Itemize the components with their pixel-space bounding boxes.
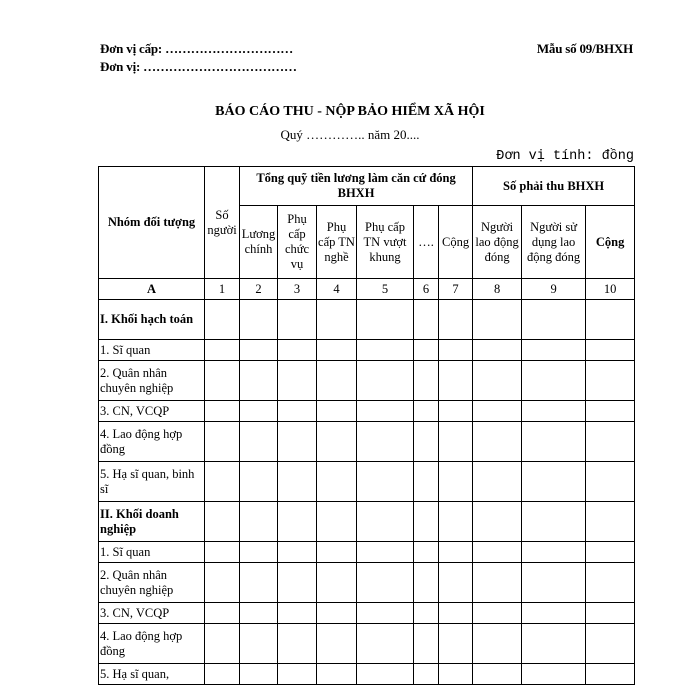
empty-cell[interactable] <box>439 563 473 603</box>
col-employee-header: Người lao động đóng <box>473 206 522 279</box>
empty-cell[interactable] <box>586 542 635 563</box>
empty-cell[interactable] <box>317 603 357 624</box>
empty-cell[interactable] <box>586 361 635 401</box>
empty-cell[interactable] <box>357 603 414 624</box>
row-label: 4. Lao động hợp đồng <box>99 422 205 462</box>
table-row <box>99 361 635 401</box>
empty-cell[interactable] <box>205 603 240 624</box>
empty-cell[interactable] <box>522 624 586 664</box>
empty-cell[interactable] <box>278 603 317 624</box>
empty-cell[interactable] <box>240 542 278 563</box>
row-label: 2. Quân nhân chuyên nghiệp <box>99 361 205 401</box>
empty-cell[interactable] <box>439 624 473 664</box>
empty-cell[interactable] <box>278 563 317 603</box>
empty-cell[interactable] <box>586 664 635 685</box>
empty-cell[interactable] <box>522 361 586 401</box>
empty-cell[interactable] <box>414 603 439 624</box>
empty-cell[interactable] <box>522 542 586 563</box>
empty-cell[interactable] <box>586 401 635 422</box>
empty-cell[interactable] <box>240 664 278 685</box>
empty-cell[interactable] <box>278 340 317 361</box>
column-letter: 9 <box>522 279 586 300</box>
empty-cell[interactable] <box>586 462 635 502</box>
table-row <box>99 462 635 502</box>
empty-cell[interactable] <box>473 624 522 664</box>
empty-cell[interactable] <box>357 361 414 401</box>
empty-cell[interactable] <box>317 563 357 603</box>
col-total-header: Cộng <box>439 206 473 279</box>
empty-cell[interactable] <box>278 422 317 462</box>
table-row <box>99 624 635 664</box>
empty-cell[interactable] <box>317 542 357 563</box>
empty-cell[interactable] <box>414 340 439 361</box>
empty-cell[interactable] <box>522 300 586 340</box>
column-letter: 2 <box>240 279 278 300</box>
col-wage-fund-header: Tổng quỹ tiền lương làm căn cứ đóng BHXH <box>240 167 473 206</box>
column-letter: 6 <box>414 279 439 300</box>
column-letter: 5 <box>357 279 414 300</box>
row-label: I. Khối hạch toán <box>99 300 205 340</box>
empty-cell[interactable] <box>414 664 439 685</box>
col-position-allowance-header: Phụ cấp chức vụ <box>278 206 317 279</box>
empty-cell[interactable] <box>357 300 414 340</box>
row-label: 1. Sĩ quan <box>99 340 205 361</box>
empty-cell[interactable] <box>414 563 439 603</box>
issuer-label: Đơn vị cấp: ………………………… <box>100 41 294 56</box>
empty-cell[interactable] <box>522 422 586 462</box>
empty-cell[interactable] <box>473 542 522 563</box>
empty-cell[interactable] <box>317 664 357 685</box>
col-receivable-header: Số phải thu BHXH <box>473 167 635 206</box>
empty-cell[interactable] <box>205 361 240 401</box>
empty-cell[interactable] <box>317 502 357 542</box>
empty-cell[interactable] <box>414 422 439 462</box>
empty-cell[interactable] <box>522 603 586 624</box>
report-title: BÁO CÁO THU - NỘP BẢO HIỂM XÃ HỘI <box>215 104 485 119</box>
column-letter: 1 <box>205 279 240 300</box>
empty-cell[interactable] <box>240 401 278 422</box>
empty-cell[interactable] <box>522 340 586 361</box>
col-excess-allowance-header: Phụ cấp TN vượt khung <box>357 206 414 279</box>
empty-cell[interactable] <box>357 502 414 542</box>
empty-cell[interactable] <box>357 340 414 361</box>
empty-cell[interactable] <box>278 361 317 401</box>
col-total2-header: Cộng <box>586 206 635 279</box>
empty-cell[interactable] <box>439 340 473 361</box>
col-employer-header: Người sử dụng lao động đóng <box>522 206 586 279</box>
empty-cell[interactable] <box>586 340 635 361</box>
empty-cell[interactable] <box>317 422 357 462</box>
empty-cell[interactable] <box>317 361 357 401</box>
empty-cell[interactable] <box>522 664 586 685</box>
empty-cell[interactable] <box>473 563 522 603</box>
empty-cell[interactable] <box>414 502 439 542</box>
empty-cell[interactable] <box>278 401 317 422</box>
empty-cell[interactable] <box>205 300 240 340</box>
empty-cell[interactable] <box>205 502 240 542</box>
column-letter: 3 <box>278 279 317 300</box>
empty-cell[interactable] <box>473 361 522 401</box>
empty-cell[interactable] <box>278 300 317 340</box>
empty-cell[interactable] <box>205 422 240 462</box>
empty-cell[interactable] <box>439 401 473 422</box>
empty-cell[interactable] <box>240 624 278 664</box>
form-number: Mẫu số 09/BHXH <box>536 41 633 56</box>
empty-cell[interactable] <box>240 603 278 624</box>
empty-cell[interactable] <box>414 401 439 422</box>
empty-cell[interactable] <box>317 340 357 361</box>
empty-cell[interactable] <box>317 401 357 422</box>
empty-cell[interactable] <box>357 542 414 563</box>
empty-cell[interactable] <box>205 664 240 685</box>
empty-cell[interactable] <box>439 664 473 685</box>
empty-cell[interactable] <box>473 603 522 624</box>
empty-cell[interactable] <box>473 664 522 685</box>
empty-cell[interactable] <box>586 563 635 603</box>
row-label: 3. CN, VCQP <box>99 401 205 422</box>
empty-cell[interactable] <box>205 462 240 502</box>
empty-cell[interactable] <box>586 624 635 664</box>
empty-cell[interactable] <box>522 502 586 542</box>
empty-cell[interactable] <box>317 462 357 502</box>
empty-cell[interactable] <box>473 462 522 502</box>
table-row <box>99 422 635 462</box>
empty-cell[interactable] <box>278 502 317 542</box>
empty-cell[interactable] <box>240 502 278 542</box>
empty-cell[interactable] <box>439 603 473 624</box>
empty-cell[interactable] <box>414 462 439 502</box>
empty-cell[interactable] <box>473 300 522 340</box>
empty-cell[interactable] <box>357 462 414 502</box>
empty-cell[interactable] <box>357 563 414 603</box>
empty-cell[interactable] <box>240 563 278 603</box>
column-letter: 8 <box>473 279 522 300</box>
empty-cell[interactable] <box>586 502 635 542</box>
table-row <box>99 401 635 422</box>
empty-cell[interactable] <box>240 340 278 361</box>
empty-cell[interactable] <box>357 422 414 462</box>
empty-cell[interactable] <box>278 542 317 563</box>
column-letter: 4 <box>317 279 357 300</box>
table-row <box>99 300 635 340</box>
empty-cell[interactable] <box>586 422 635 462</box>
empty-cell[interactable] <box>357 664 414 685</box>
empty-cell[interactable] <box>522 401 586 422</box>
column-letter: 10 <box>586 279 635 300</box>
table-row <box>99 603 635 624</box>
empty-cell[interactable] <box>278 664 317 685</box>
empty-cell[interactable] <box>317 624 357 664</box>
table-row <box>99 542 635 563</box>
empty-cell[interactable] <box>586 603 635 624</box>
row-label: 2. Quân nhân chuyên nghiệp <box>99 563 205 603</box>
col-count-header: Số người <box>205 167 240 279</box>
empty-cell[interactable] <box>205 624 240 664</box>
row-label: II. Khối doanh nghiệp <box>99 502 205 542</box>
col-seniority-allowance-header: Phụ cấp TN nghề <box>317 206 357 279</box>
empty-cell[interactable] <box>473 340 522 361</box>
report-table <box>98 166 635 685</box>
empty-cell[interactable] <box>240 300 278 340</box>
empty-cell[interactable] <box>240 361 278 401</box>
empty-cell[interactable] <box>240 462 278 502</box>
empty-cell[interactable] <box>473 422 522 462</box>
col-etc-header: …. <box>414 206 439 279</box>
empty-cell[interactable] <box>414 542 439 563</box>
empty-cell[interactable] <box>278 462 317 502</box>
table-row <box>99 340 635 361</box>
row-label: 4. Lao động hợp đồng <box>99 624 205 664</box>
currency-unit: Đơn vị tính: đồng <box>496 149 634 164</box>
empty-cell[interactable] <box>439 502 473 542</box>
empty-cell[interactable] <box>414 300 439 340</box>
row-label: 1. Sĩ quan <box>99 542 205 563</box>
column-letter: 7 <box>439 279 473 300</box>
empty-cell[interactable] <box>357 624 414 664</box>
row-label: 3. CN, VCQP <box>99 603 205 624</box>
column-letter-row <box>99 279 635 300</box>
table-row <box>99 664 635 685</box>
empty-cell[interactable] <box>473 502 522 542</box>
row-label: 5. Hạ sĩ quan, binh sĩ <box>99 462 205 502</box>
empty-cell[interactable] <box>357 401 414 422</box>
empty-cell[interactable] <box>586 300 635 340</box>
empty-cell[interactable] <box>439 300 473 340</box>
col-group-header: Nhóm đối tượng <box>99 167 205 279</box>
empty-cell[interactable] <box>439 361 473 401</box>
empty-cell[interactable] <box>522 563 586 603</box>
empty-cell[interactable] <box>473 401 522 422</box>
col-basic-salary-header: Lương chính <box>240 206 278 279</box>
empty-cell[interactable] <box>205 340 240 361</box>
empty-cell[interactable] <box>205 542 240 563</box>
empty-cell[interactable] <box>414 624 439 664</box>
column-letter: A <box>99 279 205 300</box>
empty-cell[interactable] <box>522 462 586 502</box>
empty-cell[interactable] <box>439 422 473 462</box>
empty-cell[interactable] <box>240 422 278 462</box>
empty-cell[interactable] <box>439 542 473 563</box>
table-row <box>99 502 635 542</box>
empty-cell[interactable] <box>278 624 317 664</box>
empty-cell[interactable] <box>439 462 473 502</box>
empty-cell[interactable] <box>317 300 357 340</box>
report-period: Quý ………….. năm 20.... <box>280 127 420 142</box>
row-label: 5. Hạ sĩ quan, <box>99 664 205 685</box>
empty-cell[interactable] <box>205 401 240 422</box>
unit-label: Đơn vị: ……………………………… <box>100 59 297 74</box>
empty-cell[interactable] <box>414 361 439 401</box>
table-row <box>99 563 635 603</box>
empty-cell[interactable] <box>205 563 240 603</box>
